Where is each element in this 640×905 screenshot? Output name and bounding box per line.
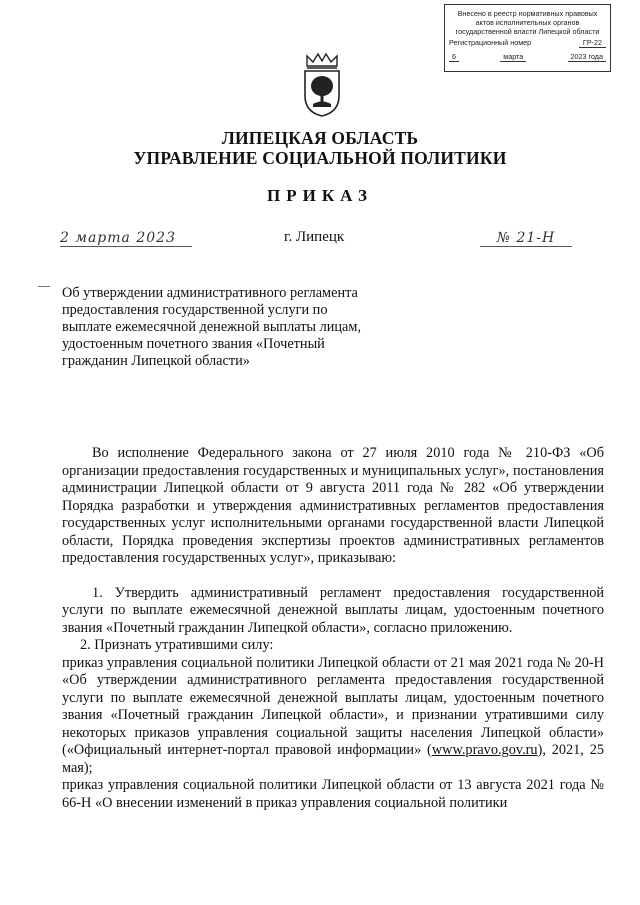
item-2b-paragraph: приказ управления социальной политики Липецкой области от 13 августа 2021 года № 66-Н «О внесении изменений в приказ управления социальной политики: [62, 777, 604, 811]
pravo-gov-link[interactable]: www.pravo.gov.ru: [431, 742, 538, 758]
order-body: [62, 445, 604, 812]
order-subject: Об утверждении административного регламента предоставления государственной услуги по выплате ежемесячной денежной выплаты лицам, удостоенным почетного звания «Почетный гражданин Липецкой области»: [62, 285, 362, 369]
stamp-month: марта: [500, 52, 526, 62]
stamp-reg-row: [449, 38, 606, 48]
stamp-line-2: актов исполнительных органов: [475, 18, 580, 27]
region-title: ЛИПЕЦКАЯ ОБЛАСТЬ: [221, 128, 419, 148]
stamp-line-1: Внесено в реестр нормативных правовых: [457, 9, 598, 18]
stamp-line-3: государственной власти Липецкой области: [455, 27, 600, 36]
document-type-title: ПРИКАЗ: [267, 186, 373, 205]
item-2-paragraph: 2. Признать утратившими силу:: [80, 637, 274, 653]
signed-date-handwritten: 2 марта 2023: [60, 230, 192, 247]
item-1-paragraph: 1. Утвердить административный регламент предоставления государственной услуги по выплате ежемесячной денежной выплаты лицам, удостоенным почетного звания «Почетный гражданин Липецкой области», согласно приложению.: [62, 584, 604, 636]
stamp-year: 2023 года: [568, 52, 606, 62]
item-2a-paragraph: [62, 655, 604, 778]
margin-mark: [38, 286, 50, 287]
registration-stamp: [444, 4, 611, 72]
stamp-reg-number: ГР-22: [579, 38, 606, 48]
item-2a-text-after: ), 2021, 25 мая);: [62, 742, 605, 776]
department-title: УПРАВЛЕНИЕ СОЦИАЛЬНОЙ ПОЛИТИКИ: [133, 148, 507, 168]
city-label: г. Липецк: [284, 229, 345, 245]
item-2a-text-before: приказ управления социальной политики Липецкой области от 21 мая 2021 года № 20-Н «Об утверждении административного регламента предоставления государственной услуги по выплате ежемесячной денежной выплаты лицам, удостоенным почетного звания «Почетный гражданин Липецкой области», и признании утратившими силу некоторых приказов управления социальной защиты населения Липецкой области» («Официальный интернет-портал правовой информации» (: [62, 654, 604, 758]
stamp-reg-label: Регистрационный номер: [449, 38, 532, 47]
coat-of-arms-icon: [299, 52, 345, 118]
stamp-day: 6: [449, 52, 459, 62]
stamp-date-row: [449, 52, 606, 62]
preamble-paragraph: Во исполнение Федерального закона от 27 июля 2010 года № 210-ФЗ «Об организации предоставления государственных и муниципальных услуг», постановления администрации Липецкой области от 9 августа 2011 года № 282 «Об утверждении Порядка разработки и утверждения административных регламентов предоставления государственных услуг исполнительными органами государственной власти Липецкой области, Порядка проведения экспертизы проектов административных регламентов предоставления государственных услуг», приказываю:: [62, 445, 604, 566]
order-number-handwritten: № 21-Н: [480, 230, 572, 247]
